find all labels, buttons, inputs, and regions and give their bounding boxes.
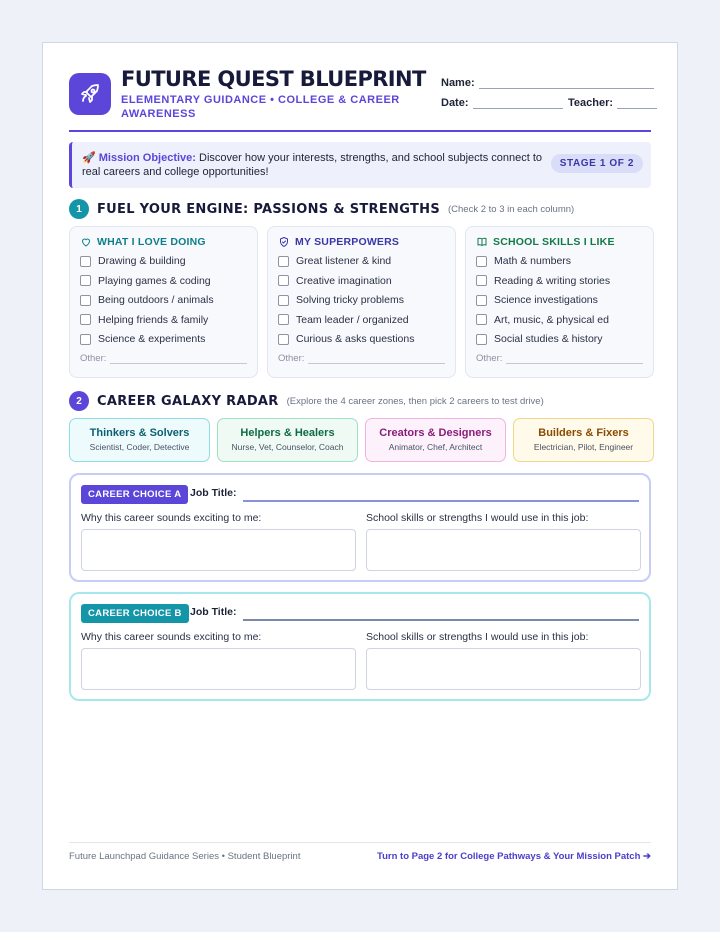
zone-name: Helpers & Healers bbox=[240, 427, 335, 439]
zone-name: Thinkers & Solvers bbox=[89, 427, 190, 439]
strength-column bbox=[267, 226, 456, 378]
checklist-item[interactable] bbox=[476, 314, 609, 326]
job-title-label: Job Title: bbox=[190, 487, 237, 499]
checklist-item[interactable] bbox=[278, 314, 409, 326]
checklist-item[interactable] bbox=[476, 275, 610, 287]
teacher-line[interactable] bbox=[617, 97, 657, 109]
section-1-heading bbox=[69, 199, 651, 219]
page-subtitle: ELEMENTARY GUIDANCE • COLLEGE & CAREER AWARENESS bbox=[121, 94, 400, 120]
checkbox[interactable] bbox=[80, 314, 91, 325]
column-title-text: WHAT I LOVE DOING bbox=[97, 236, 206, 248]
other-line[interactable] bbox=[110, 354, 247, 364]
checklist-item[interactable] bbox=[278, 333, 414, 345]
checklist-label: Science investigations bbox=[494, 294, 598, 306]
other-field[interactable] bbox=[80, 353, 247, 364]
zone-name: Builders & Fixers bbox=[538, 427, 629, 439]
exciting-answer-box[interactable] bbox=[81, 529, 356, 571]
section-2-heading bbox=[69, 391, 651, 411]
name-field[interactable] bbox=[441, 77, 654, 89]
section-note: (Check 2 to 3 in each column) bbox=[447, 203, 575, 215]
other-line[interactable] bbox=[506, 354, 643, 364]
checkbox[interactable] bbox=[80, 334, 91, 345]
other-field[interactable] bbox=[476, 353, 643, 364]
checklist-label: Curious & asks questions bbox=[296, 333, 415, 345]
worksheet-page bbox=[42, 42, 678, 890]
footer-next-page: Turn to Page 2 for College Pathways & Your Mission Patch ➔ bbox=[376, 851, 651, 862]
checklist-item[interactable] bbox=[80, 294, 214, 306]
zone-examples: Scientist, Coder, Detective bbox=[89, 442, 190, 452]
checklist-item[interactable] bbox=[476, 294, 598, 306]
exciting-question: Why this career sounds exciting to me: bbox=[81, 631, 262, 643]
name-label: Name: bbox=[441, 77, 475, 89]
zone-name: Creators & Designers bbox=[379, 427, 492, 439]
checkbox[interactable] bbox=[80, 256, 91, 267]
checklist-label: Helping friends & family bbox=[98, 313, 209, 326]
section-title: CAREER GALAXY RADAR bbox=[97, 393, 279, 409]
checklist-label: Art, music, & physical ed bbox=[494, 313, 609, 326]
checkbox[interactable] bbox=[80, 295, 91, 306]
shield-icon bbox=[278, 236, 290, 248]
checkbox[interactable] bbox=[476, 334, 487, 345]
checkbox[interactable] bbox=[278, 275, 289, 286]
career-choice-tag: CAREER CHOICE B bbox=[81, 604, 189, 623]
exciting-question: Why this career sounds exciting to me: bbox=[81, 512, 262, 524]
checklist-label: Great listener & kind bbox=[296, 255, 392, 267]
career-choice-card bbox=[69, 592, 651, 701]
checklist-item[interactable] bbox=[278, 255, 391, 267]
footer-series: Future Launchpad Guidance Series • Student Blueprint bbox=[69, 851, 301, 862]
other-label: Other: bbox=[80, 353, 107, 364]
stage-badge: STAGE 1 OF 2 bbox=[551, 154, 643, 173]
checklist-label: Drawing & building bbox=[98, 255, 186, 267]
career-zone-card bbox=[365, 418, 506, 462]
other-line[interactable] bbox=[308, 354, 445, 364]
job-title-label: Job Title: bbox=[190, 606, 237, 618]
column-title bbox=[476, 236, 615, 248]
section-title: FUEL YOUR ENGINE: PASSIONS & STRENGTHS bbox=[97, 201, 440, 217]
section-number: 2 bbox=[69, 391, 89, 411]
checklist-label: Reading & writing stories bbox=[494, 274, 611, 287]
mission-description: Discover how your interests, strengths, and school subjects connect to real careers and college opportunities! bbox=[82, 152, 543, 178]
skills-question: School skills or strengths I would use in this job: bbox=[366, 631, 589, 643]
checklist-item[interactable] bbox=[80, 333, 205, 345]
date-field[interactable] bbox=[441, 97, 563, 109]
career-zone-card bbox=[513, 418, 654, 462]
checkbox[interactable] bbox=[278, 314, 289, 325]
column-title bbox=[278, 236, 399, 248]
heart-icon bbox=[80, 236, 92, 248]
checkbox[interactable] bbox=[476, 314, 487, 325]
skills-question: School skills or strengths I would use in this job: bbox=[366, 512, 589, 524]
checklist-item[interactable] bbox=[476, 333, 603, 345]
checklist-item[interactable] bbox=[278, 294, 404, 306]
teacher-field[interactable] bbox=[568, 97, 657, 109]
skills-answer-box[interactable] bbox=[366, 648, 641, 690]
career-zone-card bbox=[217, 418, 358, 462]
checklist-label: Being outdoors / animals bbox=[98, 294, 214, 306]
checklist-label: Science & experiments bbox=[98, 333, 206, 345]
checklist-label: Solving tricky problems bbox=[296, 294, 404, 306]
checklist-label: Playing games & coding bbox=[98, 274, 211, 287]
career-choice-tag: CAREER CHOICE A bbox=[81, 485, 188, 504]
job-title-line[interactable] bbox=[243, 619, 639, 621]
checkbox[interactable] bbox=[278, 256, 289, 267]
checklist-item[interactable] bbox=[80, 275, 211, 287]
checkbox[interactable] bbox=[476, 295, 487, 306]
career-choice-card bbox=[69, 473, 651, 582]
header bbox=[69, 67, 651, 133]
column-title-text: MY SUPERPOWERS bbox=[295, 236, 400, 248]
skills-answer-box[interactable] bbox=[366, 529, 641, 571]
zone-examples: Nurse, Vet, Counselor, Coach bbox=[231, 442, 344, 452]
name-line[interactable] bbox=[479, 77, 654, 89]
mission-banner bbox=[69, 142, 651, 188]
checkbox[interactable] bbox=[80, 275, 91, 286]
checklist-item[interactable] bbox=[80, 314, 208, 326]
section-number: 1 bbox=[69, 199, 89, 219]
strength-column bbox=[69, 226, 258, 378]
mission-text bbox=[82, 151, 562, 179]
date-label: Date: bbox=[441, 97, 469, 109]
strength-column bbox=[465, 226, 654, 378]
date-line[interactable] bbox=[473, 97, 563, 109]
exciting-answer-box[interactable] bbox=[81, 648, 356, 690]
header-divider bbox=[69, 130, 651, 132]
teacher-label: Teacher: bbox=[568, 97, 614, 109]
rocket-emoji-icon: 🚀 bbox=[82, 152, 96, 164]
checklist-label: Creative imagination bbox=[296, 274, 392, 287]
checklist-label: Social studies & history bbox=[494, 333, 603, 345]
checklist-item[interactable] bbox=[476, 255, 571, 267]
other-field[interactable] bbox=[278, 353, 445, 364]
checkbox[interactable] bbox=[476, 275, 487, 286]
checklist-item[interactable] bbox=[80, 255, 186, 267]
zone-examples: Animator, Chef, Architect bbox=[388, 442, 483, 452]
section-note: (Explore the 4 career zones, then pick 2 careers to test drive) bbox=[286, 395, 544, 407]
column-title-text: SCHOOL SKILLS I LIKE bbox=[493, 236, 615, 248]
book-icon bbox=[476, 236, 488, 248]
checklist-label: Math & numbers bbox=[494, 255, 572, 267]
career-zone-card bbox=[69, 418, 210, 462]
checkbox[interactable] bbox=[278, 295, 289, 306]
page-title: FUTURE QUEST BLUEPRINT bbox=[121, 67, 426, 91]
job-title-line[interactable] bbox=[243, 500, 639, 502]
column-title bbox=[80, 236, 206, 248]
checklist-label: Team leader / organized bbox=[296, 313, 409, 326]
mission-label: Mission Objective: bbox=[98, 152, 196, 164]
checkbox[interactable] bbox=[476, 256, 487, 267]
zone-examples: Electrician, Pilot, Engineer bbox=[533, 442, 634, 452]
checkbox[interactable] bbox=[278, 334, 289, 345]
other-label: Other: bbox=[476, 353, 503, 364]
checklist-item[interactable] bbox=[278, 275, 392, 287]
rocket-icon bbox=[69, 73, 111, 115]
footer-divider bbox=[69, 842, 651, 843]
other-label: Other: bbox=[278, 353, 305, 364]
